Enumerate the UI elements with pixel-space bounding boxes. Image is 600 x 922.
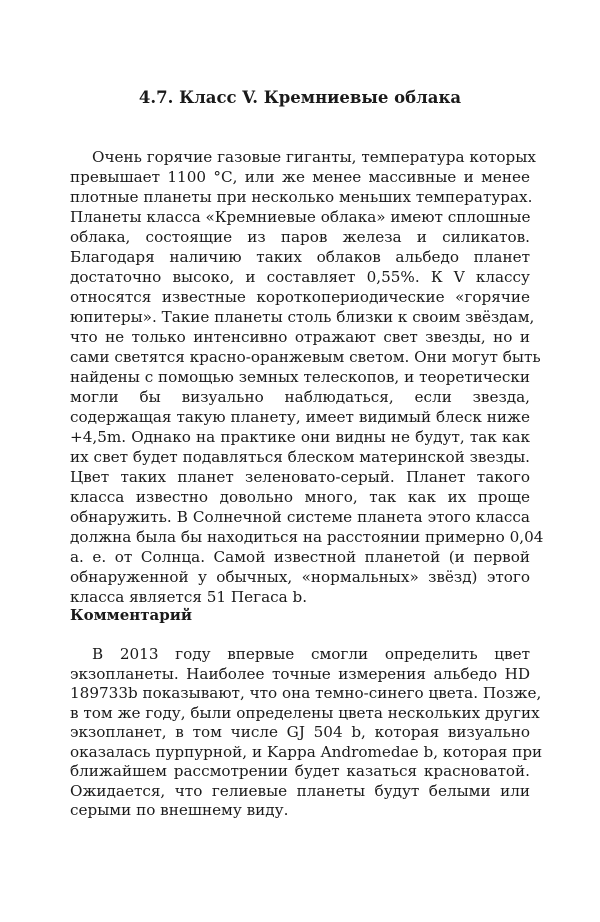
text-line: должна была бы находиться на расстоянии примерно 0,04 bbox=[70, 528, 544, 546]
text-line: содержащая такую планету, имеет видимый блеск ниже bbox=[70, 408, 530, 426]
text-line: обнаруженной у обычных, «нормальных» звёзд) этого bbox=[70, 568, 530, 586]
text-line: что не только интенсивно отражают свет звезды, но и bbox=[70, 328, 530, 346]
text-line: плотные планеты при несколько меньших температурах. bbox=[70, 188, 533, 206]
text-line: +4,5m. Однако на практике они видны не будут, так как bbox=[70, 428, 530, 446]
text-line: Цвет таких планет зеленовато-серый. Планет такого bbox=[70, 468, 530, 486]
text-line: класса является 51 Пегаса b. bbox=[70, 588, 308, 606]
text-line: 189733b показывают, что она темно-синего цвета. Позже, bbox=[70, 684, 542, 702]
comment-heading: Комментарий bbox=[70, 606, 192, 624]
text-line: Планеты класса «Кремниевые облака» имеют сплошные bbox=[70, 208, 531, 226]
text-line: ближайшем рассмотрении будет казаться красноватой. bbox=[70, 762, 530, 780]
text-line: достаточно высоко, и составляет 0,55%. К V классу bbox=[70, 268, 530, 286]
paragraph-comment bbox=[70, 645, 543, 821]
text-line: класса известно довольно много, так как их проще bbox=[70, 488, 530, 506]
text-line: сами светятся красно-оранжевым светом. Они могут быть bbox=[70, 348, 541, 366]
text-line: оказалась пурпурной, и Kappa Andromedae b, которая при bbox=[70, 742, 543, 761]
text-line: могли бы визуально наблюдаться, если звезда, bbox=[70, 388, 530, 406]
text-line: юпитеры». Такие планеты столь близки к своим звёздам, bbox=[70, 308, 535, 326]
text-line: облака, состоящие из паров железа и силикатов. bbox=[70, 228, 530, 246]
text-line: Ожидается, что гелиевые планеты будут белыми или bbox=[70, 781, 530, 800]
text-line: Благодаря наличию таких облаков альбедо планет bbox=[70, 248, 530, 266]
text-line: экзопланеты. Наиболее точные измерения альбедо HD bbox=[70, 664, 530, 683]
text-line: обнаружить. В Солнечной системе планета этого класса bbox=[70, 508, 530, 526]
text-line: Очень горячие газовые гиганты, температура которых bbox=[92, 148, 536, 166]
paragraph-main bbox=[70, 147, 544, 607]
text-line: экзопланет, в том числе GJ 504 b, которая визуально bbox=[70, 723, 530, 741]
text-line: их свет будет подавляться блеском материнской звезды. bbox=[70, 448, 530, 466]
section-title: 4.7. Класс V. Кремниевые облака bbox=[138, 88, 462, 107]
text-line: превышает 1100 °С, или же менее массивные и менее bbox=[70, 168, 530, 186]
text-line: относятся известные короткопериодические «горячие bbox=[70, 288, 530, 306]
text-line: найдены с помощью земных телескопов, и теоретически bbox=[70, 368, 530, 386]
text-line: В 2013 году впервые смогли определить цвет bbox=[92, 645, 530, 663]
text-line: в том же году, были определены цвета нескольких других bbox=[70, 703, 540, 722]
text-line: а. е. от Солнца. Самой известной планетой (и первой bbox=[70, 548, 530, 566]
text-line: серыми по внешнему виду. bbox=[70, 801, 289, 819]
